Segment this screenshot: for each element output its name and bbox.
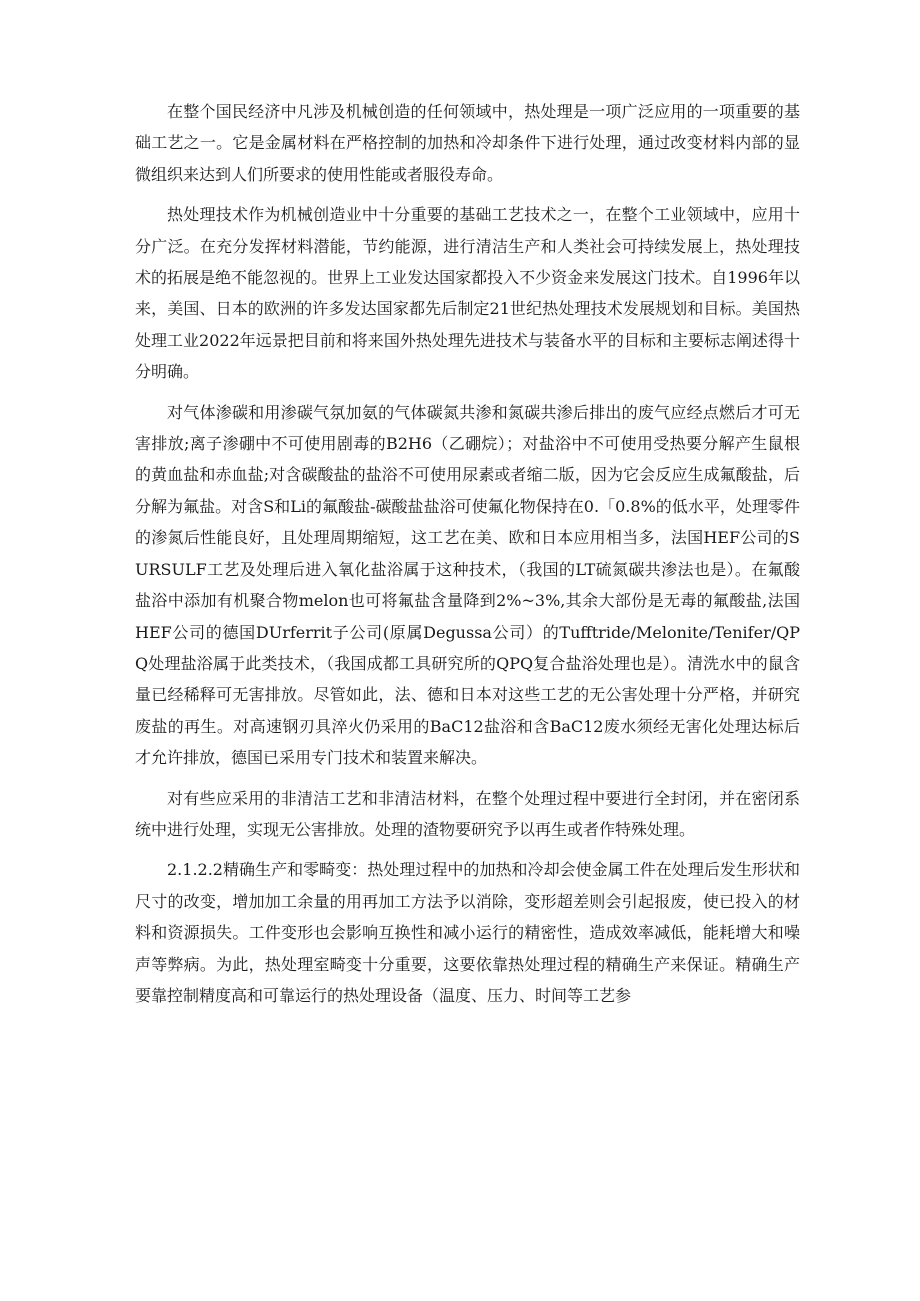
paragraph-enclosed-processing: 对有些应采用的非清洁工艺和非清洁材料，在整个处理过程中要进行全封闭，并在密闭系统中进行处理，实现无公害排放。处理的渣物要研究予以再生或者作特殊处理。	[135, 788, 800, 839]
paragraph-exhaust-and-salt-bath: 对气体渗碳和用渗碳气氛加氨的气体碳氮共渗和氮碳共渗后排出的废气应经点燃后才可无害排放;离子渗硼中不可使用剧毒的B2H6（乙硼烷）；对盐浴中不可使用受热要分解产生鼠根的黄血盐和赤血盐;对含碳酸盐的盐浴不可使用尿素或者缩二版，因为它会反应生成氟酸盐，后分解为氟盐。对含S和Li的氟酸盐-碳酸盐盐浴可使氟化物保持在0.「0.8%的低水平，处理零件的渗氮后性能良好，且处理周期缩短，这工艺在美、欧和日本应用相当多，法国HEF公司的SURSULF工艺及处理后进入氧化盐浴属于这种技术，（我国的LT硫氮碳共渗法也是）。在氟酸盐浴中添加有机聚合物melon也可将氟盐含量降到2%~3%,其余大部份是无毒的氟酸盐,法国HEF公司的德国DUrferrit子公司(原属Degussa公司）的Tufftride/Melonite/Tenifer/QPQ处理盐浴属于此类技术，（我国成都工具研究所的QPQ复合盐浴处理也是）。清洗水中的鼠含量已经稀释可无害排放。尽管如此，法、德和日本对这些工艺的无公害处理十分严格，并研究废盐的再生。对高速钢刃具淬火仍采用的BaC12盐浴和含BaC12废水须经无害化处理达标后才允许排放，德国已采用专门技术和装置来解决。	[135, 402, 800, 768]
paragraph-heat-treatment-development: 热处理技术作为机械创造业中十分重要的基础工艺技术之一，在整个工业领域中，应用十分广泛。在充分发挥材料潜能，节约能源，进行清洁生产和人类社会可持续发展上，热处理技术的拓展是绝不能忽视的。世界上工业发达国家都投入不少资金来发展这门技术。自1996年以来，美国、日本的欧洲的许多发达国家都先后制定21世纪热处理技术发展规划和目标。美国热处理工业2022年远景把目前和将来国外热处理先进技术与装备水平的目标和主要标志阐述得十分明确。	[135, 205, 800, 382]
paragraph-precision-zero-distortion: 2.1.2.2精确生产和零畸变：热处理过程中的加热和冷却会使金属工件在处理后发生形状和尺寸的改变，增加加工余量的用再加工方法予以消除，变形超差则会引起报废，使已投入的材料和资源损失。工件变形也会影响互换性和减小运行的精密性，造成效率减低，能耗增大和噪声等弊病。为此，热处理室畸变十分重要，这要依靠热处理过程的精确生产来保证。精确生产要靠控制精度高和可靠运行的热处理设备（温度、压力、时间等工艺参	[135, 860, 800, 1005]
paragraph-heat-treatment-intro: 在整个国民经济中凡涉及机械创造的任何领域中，热处理是一项广泛应用的一项重要的基础工艺之一。它是金属材料在严格控制的加热和冷却条件下进行处理，通过改变材料内部的显微组织来达到人们所要求的使用性能或者服役寿命。	[135, 102, 800, 184]
document-body	[135, 96, 800, 1020]
